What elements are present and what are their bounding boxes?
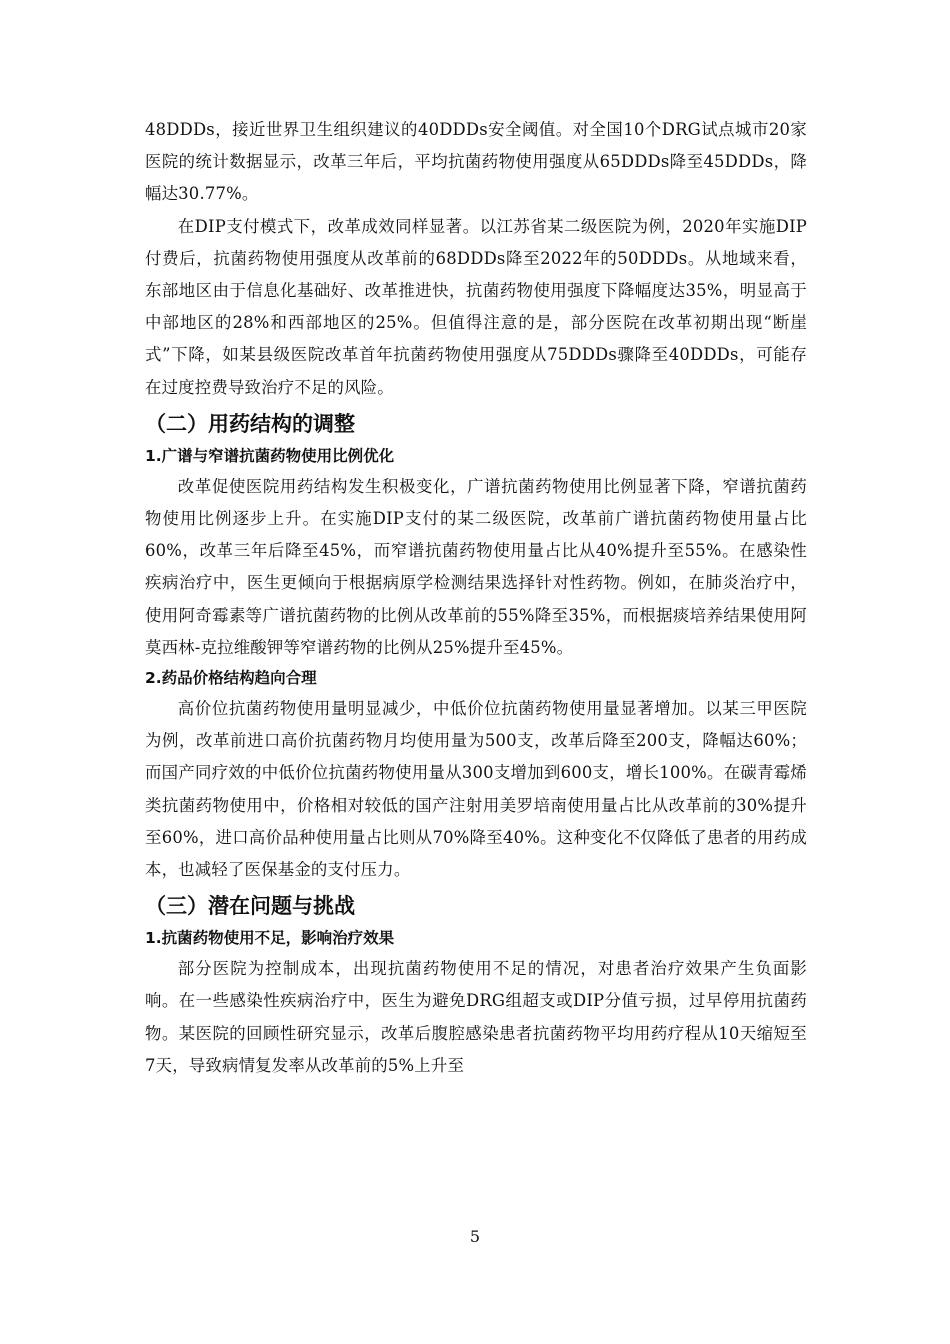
section-heading-drug-structure: （二）用药结构的调整 <box>145 411 355 436</box>
subheading-price-structure: 2.药品价格结构趋向合理 <box>145 669 317 688</box>
paragraph-dip-results: 在DIP支付模式下，改革成效同样显著。以江苏省某二级医院为例，2020年实施DIP付费后，抗菌药物使用强度从改革前的68DDDs降至2022年的50DDDs。从地域来看，东部地区由于信息化基础好、改革推进快，抗菌药物使用强度下降幅度达35%，明显高于中部地区的28%和西部地区的25%。但值得注意的是，部分医院在改革初期出现“断崖式”下降，如某县级医院改革首年抗菌药物使用强度从75DDDs骤降至40DDDs，可能存在过度控费导致治疗不足的风险。 <box>145 216 807 397</box>
paragraph-continued: 48DDDs，接近世界卫生组织建议的40DDDs安全阈值。对全国10个DRG试点城市20家医院的统计数据显示，改革三年后，平均抗菌药物使用强度从65DDDs降至45DDDs，降幅达30.77%。 <box>145 120 807 204</box>
document-page <box>145 114 807 1082</box>
paragraph-price-structure: 高价位抗菌药物使用量明显减少，中低价位抗菌药物使用量显著增加。以某三甲医院为例，改革前进口高价抗菌药物月均使用量为500支，改革后降至200支，降幅达60%；而国产同疗效的中低价位抗菌药物使用量从300支增加到600支，增长100%。在碳青霉烯类抗菌药物使用中，价格相对较低的国产注射用美罗培南使用量占比从改革前的30%提升至60%，进口高价品种使用量占比则从70%降至40%。这种变化不仅降低了患者的用药成本，也减轻了医保基金的支付压力。 <box>145 699 807 880</box>
section-heading-challenges: （三）潜在问题与挑战 <box>145 894 355 919</box>
page-number: 5 <box>469 1227 481 1246</box>
subheading-spectrum-ratio: 1.广谱与窄谱抗菌药物使用比例优化 <box>145 446 395 465</box>
paragraph-spectrum-ratio: 改革促使医院用药结构发生积极变化，广谱抗菌药物使用比例显著下降，窄谱抗菌药物使用比例逐步上升。在实施DIP支付的某二级医院，改革前广谱抗菌药物使用量占比60%，改革三年后降至45%，而窄谱抗菌药物使用量占比从40%提升至55%。在感染性疾病治疗中，医生更倾向于根据病原学检测结果选择针对性药物。例如，在肺炎治疗中，使用阿奇霉素等广谱抗菌药物的比例从改革前的55%降至35%，而根据痰培养结果使用阿莫西林-克拉维酸钾等窄谱药物的比例从25%提升至45%。 <box>145 476 807 657</box>
paragraph-insufficient-use: 部分医院为控制成本，出现抗菌药物使用不足的情况，对患者治疗效果产生负面影响。在一些感染性疾病治疗中，医生为避免DRG组超支或DIP分值亏损，过早停用抗菌药物。某医院的回顾性研究显示，改革后腹腔感染患者抗菌药物平均用药疗程从10天缩短至7天，导致病情复发率从改革前的5%上升至 <box>145 959 807 1075</box>
subheading-insufficient-use: 1.抗菌药物使用不足，影响治疗效果 <box>145 929 395 948</box>
